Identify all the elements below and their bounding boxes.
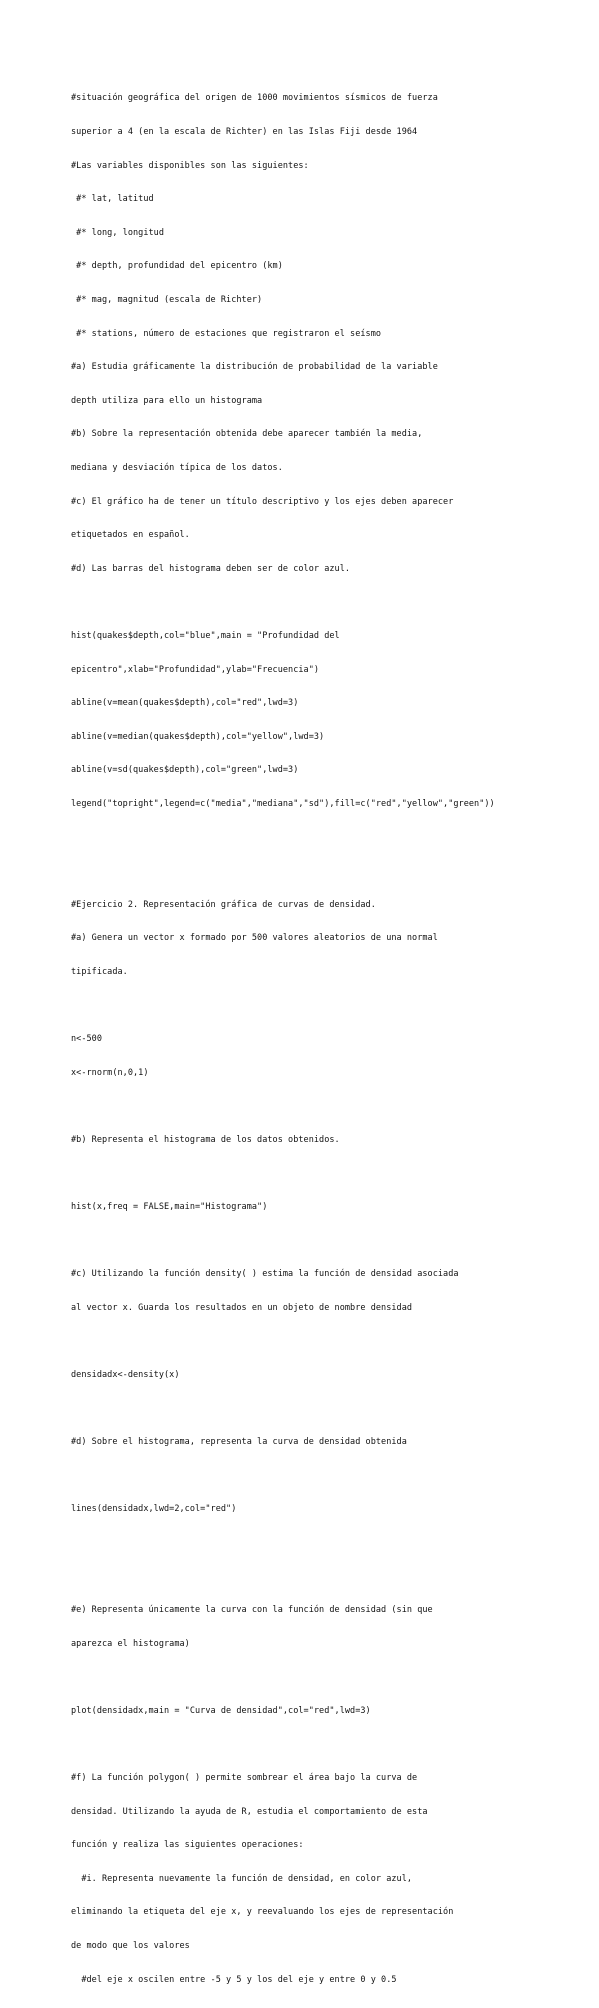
text-line [71,1471,581,1482]
text-line: #f) La función polygon( ) permite sombrear el área bajo la curva de [71,1773,418,1784]
text-line [71,1236,581,1247]
text-line: #del eje x oscilen entre -5 y 5 y los del eje y entre 0 y 0.5 [71,1974,397,1985]
text-line: #* long, longitud [71,227,165,238]
text-line: de modo que los valores [71,1941,190,1952]
text-line: plot(densidadx,main = "Curva de densidad",col="red",lwd=3) [71,1705,371,1716]
text-line: x<-rnorm(n,0,1) [71,1067,149,1078]
text-line [71,1101,581,1112]
code-text-block [71,71,581,2008]
text-line: #* stations, número de estaciones que registraron el seísmo [71,328,382,339]
text-line: #Las variables disponibles son las siguientes: [71,160,309,171]
text-line: función y realiza las siguientes operaciones: [71,1840,304,1851]
text-line [71,1672,581,1683]
text-line: etiquetados en español. [71,530,190,541]
text-line [71,1740,581,1751]
text-line: al vector x. Guarda los resultados en un objeto de nombre densidad [71,1302,413,1313]
text-line: hist(x,freq = FALSE,main="Histograma") [71,1202,268,1212]
text-line [71,866,581,877]
text-line: #situación geográfica del origen de 1000 movimientos sísmicos de fuerza [71,93,438,104]
text-line: superior a 4 (en la escala de Richter) en las Islas Fiji desde 1964 [71,127,418,137]
text-line: #b) Representa el histograma de los datos obtenidos. [71,1134,340,1145]
text-line: eliminando la etiqueta del eje x, y reevaluando los ejes de representación [71,1907,454,1918]
text-line [71,1538,581,1549]
text-line: #i. Representa nuevamente la función de densidad, en color azul, [71,1873,413,1884]
text-line: depth utiliza para ello un histograma [71,395,263,406]
text-line: #* depth, profundidad del epicentro (km) [71,261,283,272]
text-line [71,1572,581,1583]
text-line: mediana y desviación típica de los datos. [71,462,283,473]
text-line: #* lat, latitud [71,194,154,205]
text-line [71,832,581,843]
text-line [71,597,581,608]
text-line: #* mag, magnitud (escala de Richter) [71,294,263,305]
text-line: hist(quakes$depth,col="blue",main = "Profundidad del [71,630,340,641]
text-line: abline(v=mean(quakes$depth),col="red",lwd=3) [71,698,299,709]
text-line: #d) Sobre el histograma, representa la curva de densidad obtenida [71,1437,407,1448]
text-line: abline(v=median(quakes$depth),col="yellow",lwd=3) [71,731,325,742]
text-line: #a) Genera un vector x formado por 500 valores aleatorios de una normal [71,933,438,944]
text-line [71,1404,581,1415]
text-line: #c) Utilizando la función density( ) estima la función de densidad asociada [71,1269,459,1280]
text-line: #c) El gráfico ha de tener un título descriptivo y los ejes deben aparecer [71,496,454,507]
text-line: abline(v=sd(quakes$depth),col="green",lwd=3) [71,765,299,776]
text-line: #a) Estudia gráficamente la distribución de probabilidad de la variable [71,362,438,373]
text-line [71,1336,581,1347]
text-line [71,1000,581,1011]
text-line: tipificada. [71,966,128,977]
text-line [71,1168,581,1179]
text-line: #e) Representa únicamente la curva con la función de densidad (sin que [71,1605,433,1616]
text-line: densidadx<-density(x) [71,1369,180,1380]
text-line: lines(densidadx,lwd=2,col="red") [71,1504,237,1515]
text-line: aparezca el histograma) [71,1638,190,1649]
text-line: #d) Las barras del histograma deben ser de color azul. [71,563,351,574]
text-line: epicentro",xlab="Profundidad",ylab="Frecuencia") [71,664,320,675]
text-line: legend("topright",legend=c("media","mediana","sd"),fill=c("red","yellow","green")) [71,798,495,809]
text-line: #Ejercicio 2. Representación gráfica de curvas de densidad. [71,899,376,910]
text-line: n<-500 [71,1034,103,1045]
text-line: #b) Sobre la representación obtenida debe aparecer también la media, [71,429,423,440]
text-line: densidad. Utilizando la ayuda de R, estudia el comportamiento de esta [71,1806,428,1817]
